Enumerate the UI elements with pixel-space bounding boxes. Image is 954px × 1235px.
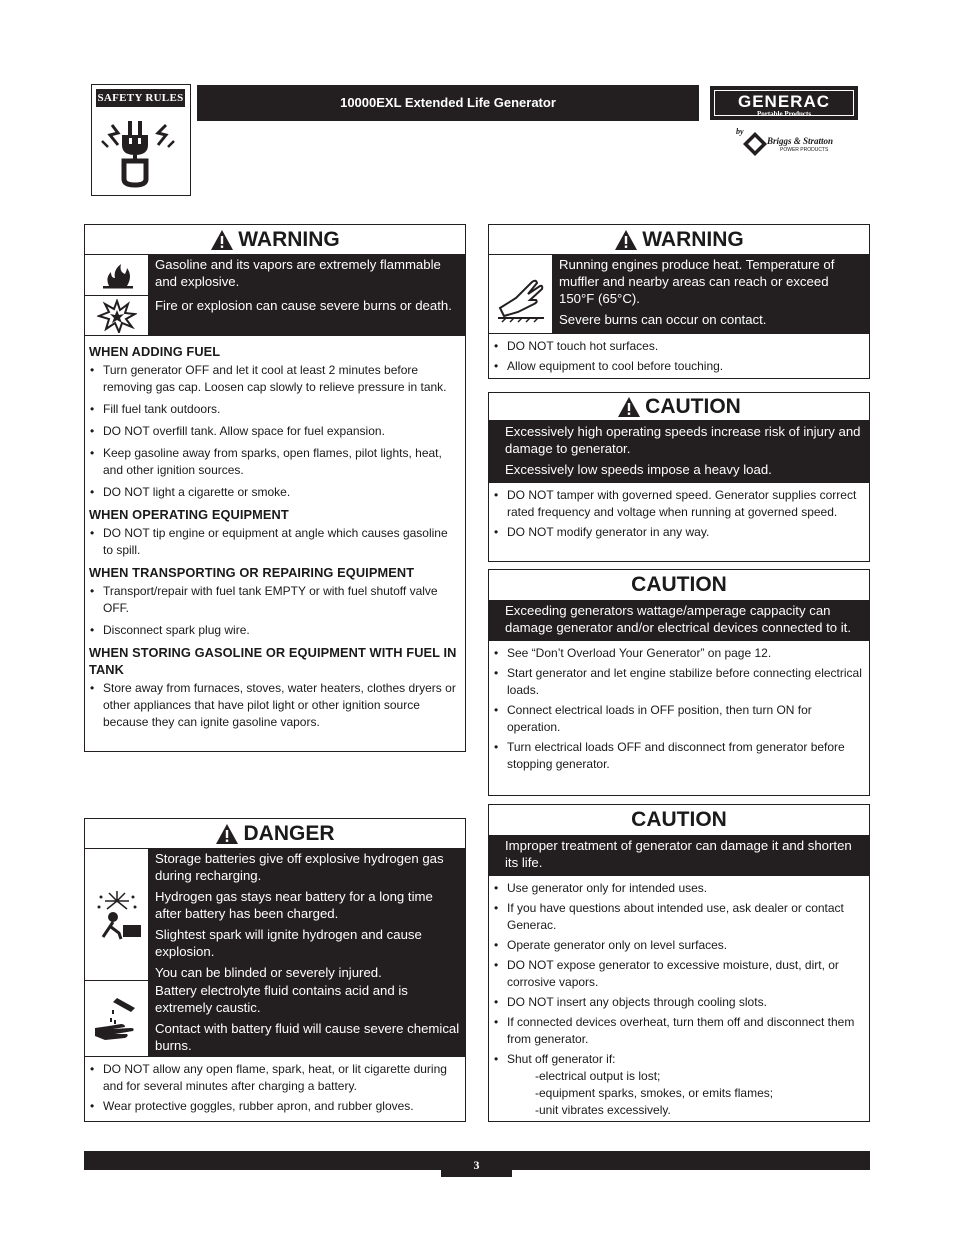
- danger-header: [85, 819, 465, 849]
- list-item: • DO NOT touch hot surfaces.: [493, 338, 864, 355]
- list-item: • If connected devices overheat, turn them off and disconnect them from generator.: [493, 1014, 864, 1048]
- caution-header: [489, 393, 869, 421]
- list-item: • DO NOT tamper with governed speed. Generator supplies correct rated frequency and voltage when running at governed speed.: [493, 487, 864, 521]
- alert-triangle-icon: [614, 229, 638, 251]
- danger-battery-box: [84, 818, 466, 1122]
- hazard-text: Fire or explosion can cause severe burns or death.: [155, 298, 452, 313]
- list-item: • See “Don’t Overload Your Generator” on page 12.: [493, 645, 864, 662]
- signal-word: WARNING: [238, 227, 340, 251]
- list-item: • Use generator only for intended uses.: [493, 880, 864, 897]
- safety-rules-label: SAFETY RULES: [96, 89, 185, 107]
- partner-sub: POWER PRODUCTS: [780, 147, 829, 153]
- warning-header: [489, 225, 869, 255]
- section-heading: WHEN ADDING FUEL: [89, 344, 221, 359]
- list-item: • Fill fuel tank outdoors.: [89, 401, 460, 418]
- briggs-stratton-logo: [740, 130, 858, 158]
- list-item: • Turn generator OFF and let it cool at least 2 minutes before removing gas cap. Loosen cap slowly to relieve pressure in tank.: [89, 362, 460, 396]
- list-item: [493, 1051, 864, 1119]
- signal-word: WARNING: [642, 227, 744, 251]
- electrical-plug-icon: [96, 111, 186, 191]
- hazard-text: Excessively high operating speeds increase risk of injury and damage to generator.: [505, 424, 861, 456]
- hazard-text: Hydrogen gas stays near battery for a long time after battery has been charged.: [155, 889, 433, 921]
- list-item: • Disconnect spark plug wire.: [89, 622, 460, 639]
- list-item: • DO NOT light a cigarette or smoke.: [89, 484, 460, 501]
- briggs-diamond-icon: [742, 131, 768, 157]
- section-heading: WHEN STORING GASOLINE OR EQUIPMENT WITH FUEL IN TANK: [89, 645, 457, 677]
- acid-burn-hand-icon: [85, 981, 149, 1056]
- caution-load-box: [488, 569, 870, 796]
- list-item: • Wear protective goggles, rubber apron, and rubber gloves.: [89, 1098, 460, 1115]
- brand-sub: Portable Products: [756, 110, 812, 118]
- brand-logos: [710, 86, 860, 160]
- list-item: • If you have questions about intended use, ask dealer or contact Generac.: [493, 900, 864, 934]
- sub-item: -unit vibrates excessively.: [535, 1103, 671, 1117]
- caution-header: [489, 805, 869, 835]
- section-heading: WHEN OPERATING EQUIPMENT: [89, 507, 289, 522]
- list-item: • Turn electrical loads OFF and disconnect from generator before stopping generator.: [493, 739, 864, 773]
- signal-word: DANGER: [243, 821, 335, 845]
- hazard-text: Gasoline and its vapors are extremely flammable and explosive.: [155, 257, 441, 289]
- by-label: by: [736, 127, 744, 136]
- generac-logo: [710, 86, 858, 120]
- safety-rules-badge: [91, 84, 191, 196]
- list-item: • DO NOT modify generator in any way.: [493, 524, 864, 541]
- battery-explosion-icon: [85, 849, 149, 980]
- list-item: • DO NOT tip engine or equipment at angle which causes gasoline to spill.: [89, 525, 460, 559]
- hazard-text: Running engines produce heat. Temperature of muffler and nearby areas can reach or exceed 150°F (65°C).: [559, 257, 835, 306]
- hazard-text: You can be blinded or severely injured.: [155, 965, 382, 980]
- partner-name: Briggs & Stratton: [767, 136, 834, 146]
- caution-use-box: [488, 804, 870, 1122]
- hazard-text: Contact with battery fluid will cause severe chemical burns.: [155, 1021, 460, 1053]
- alert-triangle-icon: [210, 229, 234, 251]
- section-heading: WHEN TRANSPORTING OR REPAIRING EQUIPMENT: [89, 565, 415, 580]
- hazard-text: Improper treatment of generator can damage it and shorten its life.: [505, 838, 852, 870]
- warning-header: [85, 225, 465, 255]
- flammable-flame-icon: [85, 255, 149, 295]
- caution-header: [489, 570, 869, 600]
- list-item: • Operate generator only on level surfaces.: [493, 937, 864, 954]
- list-item: • Keep gasoline away from sparks, open flames, pilot lights, heat, and other ignition sources.: [89, 445, 460, 479]
- list-item: • Allow equipment to cool before touching.: [493, 358, 864, 375]
- hot-surface-hand-icon: [489, 255, 553, 333]
- brand-name: GENERAC: [737, 92, 830, 111]
- hazard-text: Slightest spark will ignite hydrogen and cause explosion.: [155, 927, 422, 959]
- page-number: 3: [441, 1151, 512, 1177]
- document-title: 10000EXL Extended Life Generator: [197, 85, 699, 121]
- warning-fuel-box: [84, 224, 466, 752]
- alert-triangle-icon: [617, 396, 641, 418]
- warning-heat-box: [488, 224, 870, 379]
- signal-word: CAUTION: [645, 394, 741, 418]
- hazard-text: Storage batteries give off explosive hydrogen gas during recharging.: [155, 851, 444, 883]
- caution-speed-box: [488, 392, 870, 562]
- list-item: • DO NOT expose generator to excessive moisture, dust, dirt, or corrosive vapors.: [493, 957, 864, 991]
- hazard-text: Battery electrolyte fluid contains acid and is extremely caustic.: [155, 983, 408, 1015]
- list-item: • DO NOT overfill tank. Allow space for fuel expansion.: [89, 423, 460, 440]
- explosion-icon: [85, 296, 149, 335]
- hazard-text: Exceeding generators wattage/amperage cappacity can damage generator and/or electrical devices connected to it.: [505, 603, 852, 635]
- list-item: • Store away from furnaces, stoves, water heaters, clothes dryers or other appliances that have pilot light or other ignition source because they can ignite gasoline vapors.: [89, 680, 460, 731]
- list-item: • DO NOT insert any objects through cooling slots.: [493, 994, 864, 1011]
- list-item: • Start generator and let engine stabilize before connecting electrical loads.: [493, 665, 864, 699]
- signal-word: CAUTION: [631, 573, 727, 596]
- list-item: • DO NOT allow any open flame, spark, heat, or lit cigarette during and for several minutes after charging a battery.: [89, 1061, 460, 1095]
- sub-item: -electrical output is lost;: [535, 1069, 661, 1083]
- hazard-text: Severe burns can occur on contact.: [559, 312, 767, 327]
- list-item: • Connect electrical loads in OFF position, then turn ON for operation.: [493, 702, 864, 736]
- signal-word: CAUTION: [631, 808, 727, 831]
- hazard-text: Excessively low speeds impose a heavy load.: [505, 462, 772, 477]
- alert-triangle-icon: [215, 823, 239, 845]
- list-item: • Transport/repair with fuel tank EMPTY or with fuel shutoff valve OFF.: [89, 583, 460, 617]
- shutoff-label: Shut off generator if:: [507, 1052, 616, 1066]
- sub-item: -equipment sparks, smokes, or emits flames;: [535, 1086, 774, 1100]
